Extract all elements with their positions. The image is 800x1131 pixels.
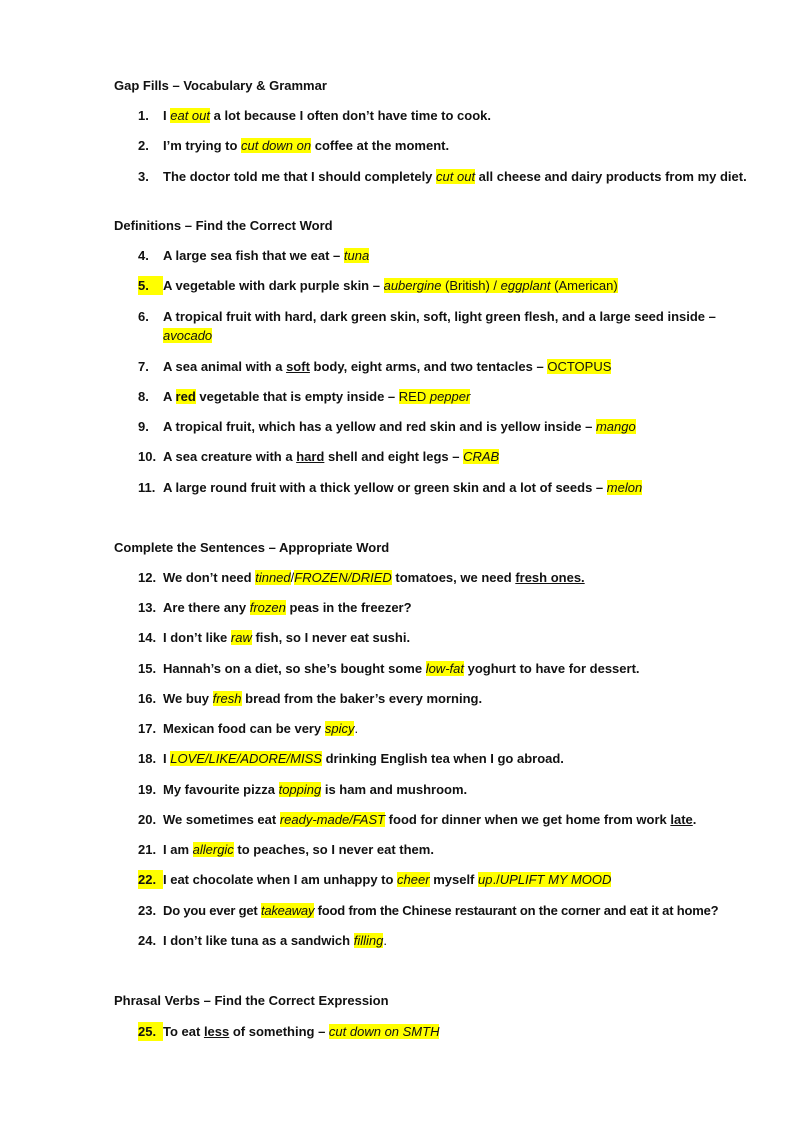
list-item	[138, 246, 748, 265]
answer-highlight: avocado	[163, 328, 213, 343]
item-text: To eat less of something – cut down on SMTH	[163, 1024, 440, 1039]
item-number: 9.	[138, 419, 149, 434]
item-number: 22.	[138, 870, 163, 889]
answer-highlight: allergic	[192, 842, 234, 857]
item-text: Hannah’s on a diet, so she’s bought some low-fat yoghurt to have for dessert.	[163, 661, 640, 676]
item-text: I eat chocolate when I am unhappy to cheer myself up./UPLIFT MY MOOD	[163, 872, 612, 887]
item-text: A tropical fruit with hard, dark green skin, soft, light green flesh, and a large seed inside – avocado	[163, 309, 716, 343]
item-text: I’m trying to cut down on coffee at the moment.	[163, 138, 450, 153]
list-item	[138, 357, 748, 376]
list-item	[138, 568, 748, 587]
list-item	[138, 276, 748, 295]
item-number: 18.	[138, 751, 157, 766]
item-text: Mexican food can be very spicy.	[163, 721, 359, 736]
answer-highlight: raw	[230, 630, 252, 645]
item-number: 24.	[138, 933, 157, 948]
answer-highlight: cut out	[436, 169, 476, 184]
list-item	[138, 1022, 748, 1041]
list-item	[138, 901, 778, 920]
section-heading-gap-fills: Gap Fills – Vocabulary & Grammar	[114, 78, 327, 93]
answer-highlight: fresh	[212, 691, 242, 706]
list-item	[138, 136, 748, 155]
list-item	[138, 628, 748, 647]
answer-highlight: takeaway	[260, 903, 315, 918]
list-item	[138, 931, 748, 950]
item-number: 12.	[138, 570, 157, 585]
item-number: 15.	[138, 661, 157, 676]
item-number: 5.	[138, 276, 163, 295]
list-item	[138, 478, 748, 497]
answer-highlight: RED	[398, 389, 430, 404]
answer-highlight: cut down on SMTH	[328, 1024, 440, 1039]
list-item	[138, 447, 748, 466]
answer-highlight: tuna	[343, 248, 370, 263]
list-item	[138, 659, 748, 678]
answer-highlight: mango	[595, 419, 636, 434]
item-text: A large sea fish that we eat – tuna	[163, 248, 370, 263]
item-text: I LOVE/LIKE/ADORE/MISS drinking English tea when I go abroad.	[163, 751, 564, 766]
section-heading-complete-sentences: Complete the Sentences – Appropriate Word	[114, 540, 390, 555]
item-text: I am allergic to peaches, so I never eat them.	[163, 842, 434, 857]
item-text: Are there any frozen peas in the freezer?	[163, 600, 412, 615]
item-text: A large round fruit with a thick yellow or green skin and a lot of seeds – melon	[163, 480, 643, 495]
answer-highlight: eggplant	[500, 278, 551, 293]
answer-highlight: melon	[606, 480, 643, 495]
item-number: 20.	[138, 812, 157, 827]
item-text: We buy fresh bread from the baker’s every morning.	[163, 691, 483, 706]
item-text: A tropical fruit, which has a yellow and red skin and is yellow inside – mango	[163, 419, 636, 434]
item-text: A sea creature with a hard shell and eight legs – CRAB	[163, 449, 500, 464]
item-number: 8.	[138, 389, 149, 404]
item-number: 10.	[138, 449, 157, 464]
item-text: My favourite pizza topping is ham and mushroom.	[163, 782, 468, 797]
answer-highlight: topping	[278, 782, 322, 797]
item-number: 13.	[138, 600, 157, 615]
answer-highlight: aubergine	[383, 278, 442, 293]
item-number: 11.	[138, 480, 156, 495]
item-text: I don’t like tuna as a sandwich filling.	[163, 933, 387, 948]
list-item	[138, 870, 748, 889]
answer-highlight: frozen	[249, 600, 286, 615]
list-item	[138, 167, 748, 186]
list-item	[138, 307, 748, 345]
item-number: 23.	[138, 903, 157, 918]
item-text: A red vegetable that is empty inside – RED pepper	[163, 389, 471, 404]
item-number: 16.	[138, 691, 157, 706]
item-number: 2.	[138, 138, 149, 153]
item-number: 3.	[138, 169, 149, 184]
list-item	[138, 689, 748, 708]
item-number: 6.	[138, 309, 149, 324]
answer-highlight: ready-made/FAST	[279, 812, 386, 827]
section-heading-phrasal-verbs: Phrasal Verbs – Find the Correct Expression	[114, 993, 389, 1008]
answer-highlight: tinned	[255, 570, 291, 585]
item-text: I eat out a lot because I often don’t have time to cook.	[163, 108, 491, 123]
item-number: 4.	[138, 248, 149, 263]
item-text: The doctor told me that I should completely cut out all cheese and dairy products from my diet.	[163, 169, 747, 184]
item-number: 7.	[138, 359, 149, 374]
item-text: A vegetable with dark purple skin – aubergine (British) / eggplant (American)	[163, 278, 618, 293]
list-item	[138, 810, 748, 829]
item-text: I don’t like raw fish, so I never eat sushi.	[163, 630, 411, 645]
item-number: 17.	[138, 721, 157, 736]
item-number: 25.	[138, 1022, 163, 1041]
answer-highlight: spicy	[324, 721, 355, 736]
item-number: 14.	[138, 630, 157, 645]
section-heading-definitions: Definitions – Find the Correct Word	[114, 218, 333, 233]
item-text: We don’t need tinned/FROZEN/DRIED tomatoes, we need fresh ones.	[163, 570, 585, 585]
item-text: A sea animal with a soft body, eight arms, and two tentacles – OCTOPUS	[163, 359, 612, 374]
list-item	[138, 780, 748, 799]
list-item	[138, 749, 748, 768]
list-item	[138, 387, 748, 406]
list-item	[138, 417, 748, 436]
list-item	[138, 106, 748, 125]
answer-highlight: filling	[353, 933, 384, 948]
item-text: Do you ever get takeaway food from the Chinese restaurant on the corner and eat it at home?	[163, 903, 719, 918]
list-item	[138, 840, 748, 859]
answer-highlight: eat out	[170, 108, 210, 123]
item-text: We sometimes eat ready-made/FAST food for dinner when we get home from work late.	[163, 812, 697, 827]
list-item	[138, 719, 748, 738]
answer-highlight: LOVE/LIKE/ADORE/MISS	[170, 751, 322, 766]
list-item	[138, 598, 748, 617]
answer-highlight: CRAB	[463, 449, 500, 464]
item-number: 1.	[138, 108, 149, 123]
answer-highlight: cheer	[397, 872, 430, 887]
answer-highlight: cut down on	[241, 138, 312, 153]
item-number: 19.	[138, 782, 157, 797]
item-number: 21.	[138, 842, 157, 857]
answer-highlight: low-fat	[425, 661, 464, 676]
answer-highlight: OCTOPUS	[547, 359, 612, 374]
